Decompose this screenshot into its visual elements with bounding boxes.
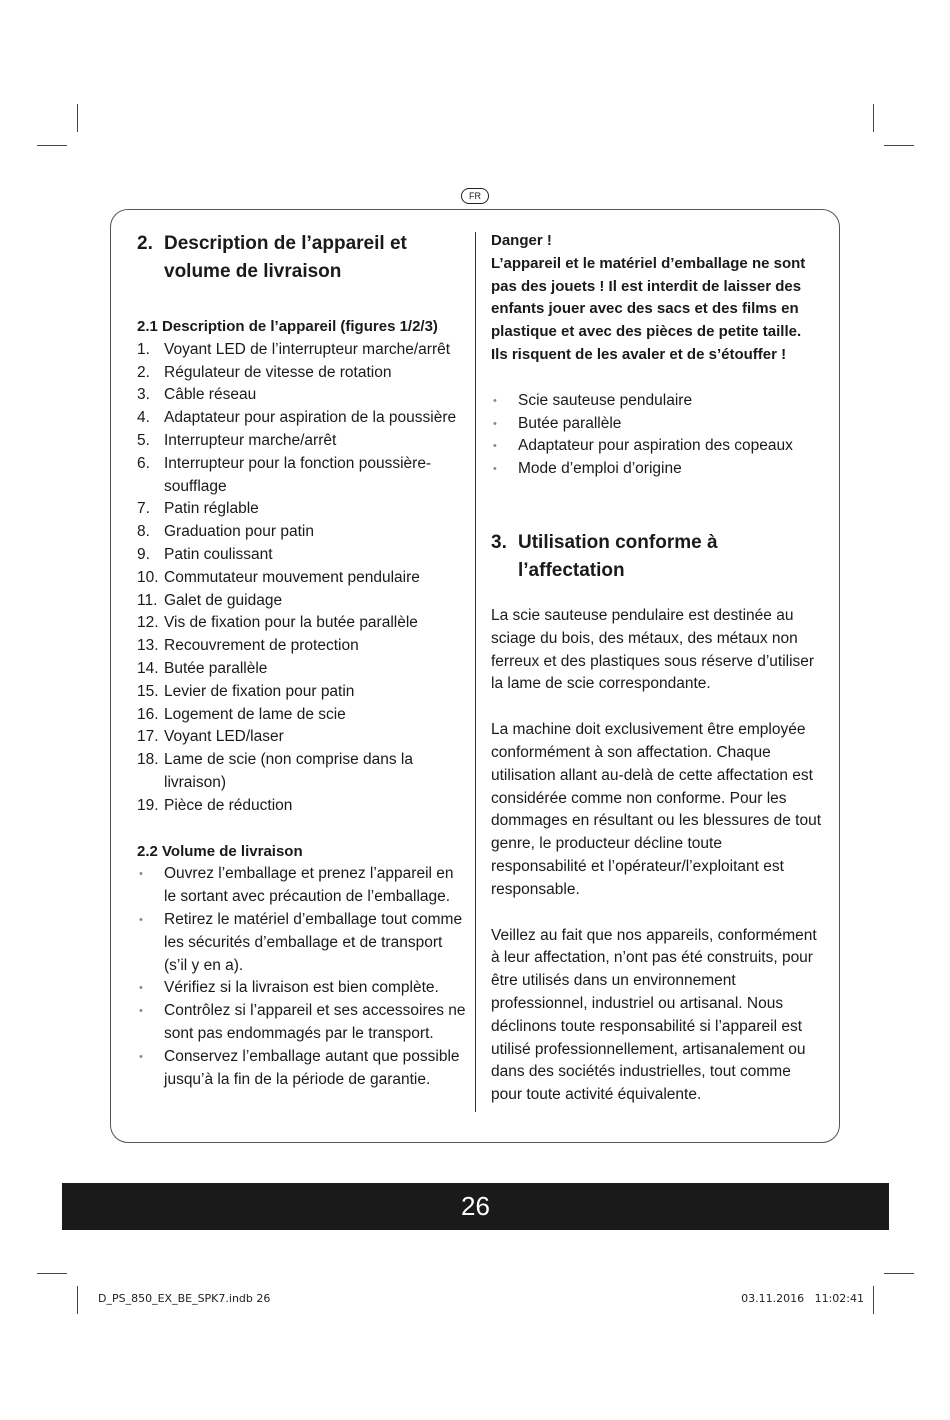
item-label: Voyant LED de l’interrupteur marche/arrêt (164, 340, 451, 358)
bullet-icon: • (139, 1050, 143, 1063)
paragraph-exclusive-use: La machine doit exclusivement être employée conformément à son affectation. Chaque utilisation allant au-delà de cette affectation est considérée comme non conforme. Pour les dommages en résultant ou les blessures de tout genre, le producteur décline toute responsabilité et l’opérateur/l’exploitant est responsable. (491, 721, 821, 898)
item-label: Levier de fixation pour patin (164, 682, 355, 700)
item-label: Régulateur de vitesse de rotation (164, 363, 392, 381)
section-number: 3. (491, 531, 507, 553)
parts-list-item (137, 430, 467, 453)
list-item-text: Conservez l’emballage autant que possible jusqu’à la fin de la période de garantie. (164, 1047, 460, 1088)
item-number: 17. (137, 728, 159, 746)
parts-list-item (137, 521, 467, 544)
item-label: Graduation pour patin (164, 523, 314, 541)
item-label: Vis de fixation pour la butée parallèle (164, 614, 418, 632)
list-item-text: Scie sauteuse pendulaire (518, 391, 693, 409)
list-item-text: Contrôlez si l’appareil et ses accessoires ne sont pas endommagés par le transport. (164, 1002, 466, 1042)
parts-list-item (137, 590, 467, 613)
item-label: Interrupteur pour la fonction poussière-soufflage (164, 454, 432, 495)
delivery-step-item (137, 1046, 467, 1092)
contents-item (491, 458, 821, 481)
parts-list-item (137, 681, 467, 704)
item-label: Adaptateur pour aspiration de la poussière (164, 409, 457, 427)
crop-mark (77, 1286, 78, 1314)
crop-mark (873, 104, 874, 132)
list-item-text: Adaptateur pour aspiration des copeaux (518, 437, 793, 455)
delivery-step-item (137, 1000, 467, 1046)
list-item-text: Butée parallèle (518, 414, 622, 432)
parts-list-item (137, 453, 467, 499)
item-number: 14. (137, 659, 159, 677)
parts-list-item (137, 704, 467, 727)
bullet-icon: • (493, 463, 497, 476)
contents-item (491, 435, 821, 458)
page-number: 26 (461, 1191, 490, 1221)
parts-list-item (137, 498, 467, 521)
parts-list-item (137, 339, 467, 362)
parts-list-item (137, 795, 467, 818)
item-number: 19. (137, 796, 159, 814)
danger-title: Danger ! (491, 232, 552, 249)
item-number: 16. (137, 705, 159, 723)
item-number: 6. (137, 454, 150, 472)
parts-list-item (137, 749, 467, 795)
page-number-bar (62, 1183, 889, 1230)
item-number: 12. (137, 614, 159, 632)
subsection-2-1-heading: 2.1 Description de l’appareil (figures 1/2/3) (137, 318, 438, 335)
crop-mark (77, 104, 78, 132)
delivery-step-item (137, 863, 467, 909)
list-item-text: Vérifiez si la livraison est bien complète. (164, 979, 439, 997)
section-3-heading (491, 529, 821, 585)
left-column (137, 230, 467, 1091)
item-label: Pièce de réduction (164, 796, 293, 814)
section-number: 2. (137, 233, 153, 254)
item-number: 5. (137, 431, 150, 449)
parts-list-item (137, 635, 467, 658)
parts-list-item (137, 384, 467, 407)
parts-list-item (137, 362, 467, 385)
item-number: 15. (137, 682, 159, 700)
item-label: Patin réglable (164, 500, 259, 518)
item-label: Câble réseau (164, 386, 257, 404)
item-label: Patin coulissant (164, 545, 273, 563)
item-number: 9. (137, 545, 150, 563)
paragraph-professional-use: Veillez au fait que nos appareils, conformément à leur affectation, n’ont pas été construits, pour être utilisés dans un environnement professionnel, industriel ou artisanal. Nous déclinons toute responsabilité si l’appareil est utilisé professionnellement, artisanalement ou dans des sociétés industrielles, tout comme pour toute activité équivalente. (491, 926, 817, 1104)
contents-item (491, 413, 821, 436)
delivery-step-item (137, 977, 467, 1000)
item-number: 11. (137, 591, 158, 609)
crop-mark (884, 145, 914, 146)
column-divider (475, 232, 476, 1112)
section-title: Description de l’appareil et volume de livraison (164, 233, 407, 282)
paragraph-intended-use: La scie sauteuse pendulaire est destinée au sciage du bois, des métaux, des métaux non ferreux et des plastiques sous réserve d’utiliser la lame de scie correspondante. (491, 606, 815, 693)
parts-list (137, 339, 467, 818)
language-badge: FR (461, 188, 489, 204)
delivery-step-item (137, 909, 467, 977)
item-number: 18. (137, 751, 159, 769)
parts-list-item (137, 612, 467, 635)
delivery-steps-list (137, 863, 467, 1091)
parts-list-item (137, 726, 467, 749)
section-title: Utilisation conforme à l’affectation (518, 531, 718, 581)
item-number: 4. (137, 409, 150, 427)
list-item-text: Mode d’emploi d’origine (518, 460, 682, 478)
item-label: Logement de lame de scie (164, 705, 346, 723)
bullet-icon: • (493, 394, 497, 407)
right-column (491, 230, 821, 1107)
bullet-icon: • (139, 982, 143, 995)
item-number: 13. (137, 637, 159, 655)
delivery-contents-list (491, 390, 821, 481)
list-item-text: Ouvrez l’emballage et prenez l’appareil en le sortant avec précaution de l’emballage. (164, 865, 454, 906)
crop-mark (37, 1273, 67, 1274)
item-label: Butée parallèle (164, 659, 268, 677)
item-number: 3. (137, 386, 150, 404)
bullet-icon: • (139, 913, 143, 926)
crop-mark (884, 1273, 914, 1274)
item-label: Commutateur mouvement pendulaire (164, 568, 420, 586)
list-item-text: Retirez le matériel d’emballage tout comme les sécurités d’emballage et de transport (s’il y en a). (164, 910, 463, 974)
item-number: 10. (137, 568, 159, 586)
item-number: 2. (137, 363, 150, 381)
item-number: 7. (137, 500, 150, 518)
subsection-2-2-heading: 2.2 Volume de livraison (137, 842, 303, 860)
parts-list-item (137, 567, 467, 590)
file-slug: D_PS_850_EX_BE_SPK7.indb 26 (98, 1292, 271, 1305)
contents-item (491, 390, 821, 413)
item-label: Lame de scie (non comprise dans la livraison) (164, 751, 413, 791)
parts-list-item (137, 544, 467, 567)
bullet-icon: • (493, 417, 497, 430)
bullet-icon: • (493, 440, 497, 453)
parts-list-item (137, 407, 467, 430)
danger-text: L’appareil et le matériel d’emballage ne sont pas des jouets ! Il est interdit de laisser des enfants jouer avec des sacs et des films en plastique et avec des pièces de petite taille. Ils risquent de les avaler et de s’étouffer ! (491, 254, 806, 363)
item-label: Galet de guidage (164, 591, 283, 609)
parts-list-item (137, 658, 467, 681)
item-label: Recouvrement de protection (164, 637, 359, 655)
item-label: Voyant LED/laser (164, 728, 284, 746)
date-slug: 03.11.2016 11:02:41 (741, 1292, 864, 1305)
crop-mark (37, 145, 67, 146)
bullet-icon: • (139, 868, 143, 881)
item-number: 8. (137, 523, 150, 541)
section-2-heading (137, 230, 467, 286)
bullet-icon: • (139, 1005, 143, 1018)
crop-mark (873, 1286, 874, 1314)
item-number: 1. (137, 340, 150, 358)
item-label: Interrupteur marche/arrêt (164, 431, 337, 449)
